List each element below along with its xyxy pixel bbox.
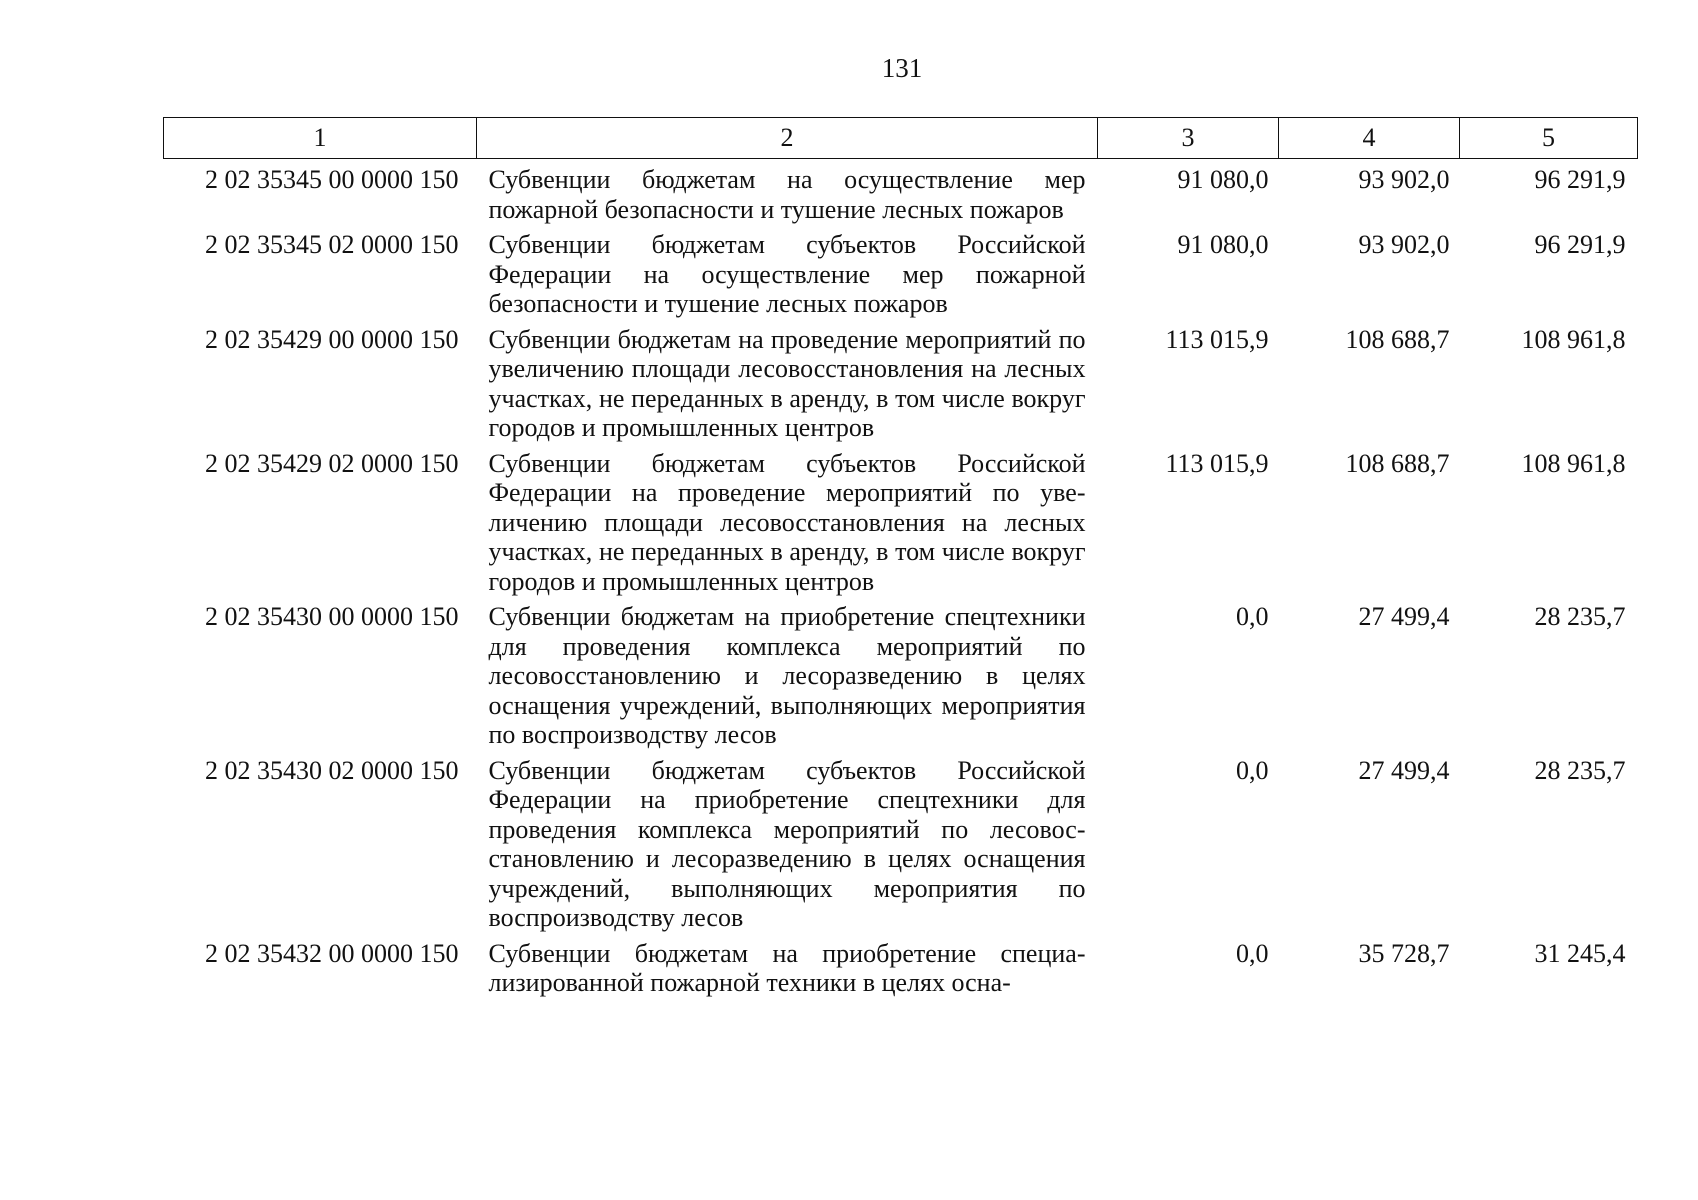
value-col4: 108 688,7: [1345, 448, 1450, 478]
value-col4: 27 499,4: [1358, 602, 1450, 631]
value-col4: 93 902,0: [1358, 230, 1450, 259]
description: Субвенции бюджетам субъектов Российской Федерации на проведение мероприятий по увеличению площади лесовосстановления на лесных участках, не переданных в аренду, в том числе вокруг городов и промышленных центров: [488, 448, 1086, 596]
budget-code: 2 02 35430 02 0000 150: [205, 755, 459, 785]
value-col3: 113 015,9: [1165, 324, 1269, 354]
value-col5: 96 291,9: [1534, 230, 1626, 259]
description: Субвенции бюджетам на проведение мероприятий по увеличению площади лесовосстановления на лесных участках, не переданных в аренду, в том числе вокруг городов и промышленных центров: [488, 324, 1086, 442]
table-row: [164, 224, 1638, 319]
header-cell-3: 3: [1098, 118, 1279, 159]
value-col3: 0,0: [1236, 602, 1269, 631]
value-col4: 27 499,4: [1358, 755, 1450, 785]
value-col5: 31 245,4: [1534, 938, 1626, 968]
table-row: [164, 750, 1638, 933]
value-col4: 93 902,0: [1358, 165, 1450, 194]
page-number: 131: [881, 53, 923, 83]
value-col3: 0,0: [1236, 938, 1269, 968]
budget-code: 2 02 35345 00 0000 150: [205, 165, 459, 194]
description: Субвенции бюджетам на приобретение специализированной пожарной техники в целях осна-: [488, 938, 1086, 997]
header-row: [164, 118, 1638, 159]
budget-table: [163, 117, 1638, 998]
value-col5: 96 291,9: [1534, 165, 1626, 194]
table-row: [164, 443, 1638, 597]
description: Субвенции бюджетам на приобретение спецтехники для проведения комплекса мероприятий по лесовосстановлению и лесоразведению в целях оснащения учреждений, выполняющих мероприятия по воспроизводству лесов: [488, 602, 1086, 749]
budget-code: 2 02 35432 00 0000 150: [205, 938, 459, 968]
value-col3: 0,0: [1236, 755, 1269, 785]
value-col5: 28 235,7: [1534, 602, 1626, 631]
table-row: [164, 596, 1638, 750]
header-cell-4: 4: [1279, 118, 1460, 159]
table-header: [164, 118, 1638, 159]
budget-code: 2 02 35345 02 0000 150: [205, 230, 459, 259]
description: Субвенции бюджетам на осуществление мер пожарной безопасности и тушение лесных пожаров: [488, 165, 1086, 224]
description: Субвенции бюджетам субъектов Российской Федерации на осуществление мер пожарной безопасности и тушение лесных пожаров: [488, 230, 1086, 318]
value-col4: 35 728,7: [1358, 938, 1450, 968]
value-col3: 91 080,0: [1177, 230, 1269, 259]
value-col4: 108 688,7: [1345, 324, 1450, 354]
description: Субвенции бюджетам субъектов Российской Федерации на приобретение спецтехники для проведения комплекса мероприятий по лесовосстановлению и лесоразведению в целях оснащения учреждений, выполняющих мероприятия по воспроизводству лесов: [488, 755, 1086, 932]
budget-code: 2 02 35429 00 0000 150: [205, 324, 459, 354]
budget-code: 2 02 35429 02 0000 150: [205, 448, 459, 478]
table-body: [164, 159, 1638, 998]
value-col5: 28 235,7: [1534, 755, 1626, 785]
table-row: [164, 933, 1638, 998]
value-col3: 113 015,9: [1165, 448, 1269, 478]
budget-code: 2 02 35430 00 0000 150: [205, 602, 459, 631]
value-col5: 108 961,8: [1521, 324, 1626, 354]
value-col3: 91 080,0: [1177, 165, 1269, 194]
table-row: [164, 159, 1638, 225]
value-col5: 108 961,8: [1521, 448, 1626, 478]
header-cell-1: 1: [164, 118, 477, 159]
table-row: [164, 319, 1638, 443]
header-cell-5: 5: [1460, 118, 1638, 159]
header-cell-2: 2: [477, 118, 1098, 159]
